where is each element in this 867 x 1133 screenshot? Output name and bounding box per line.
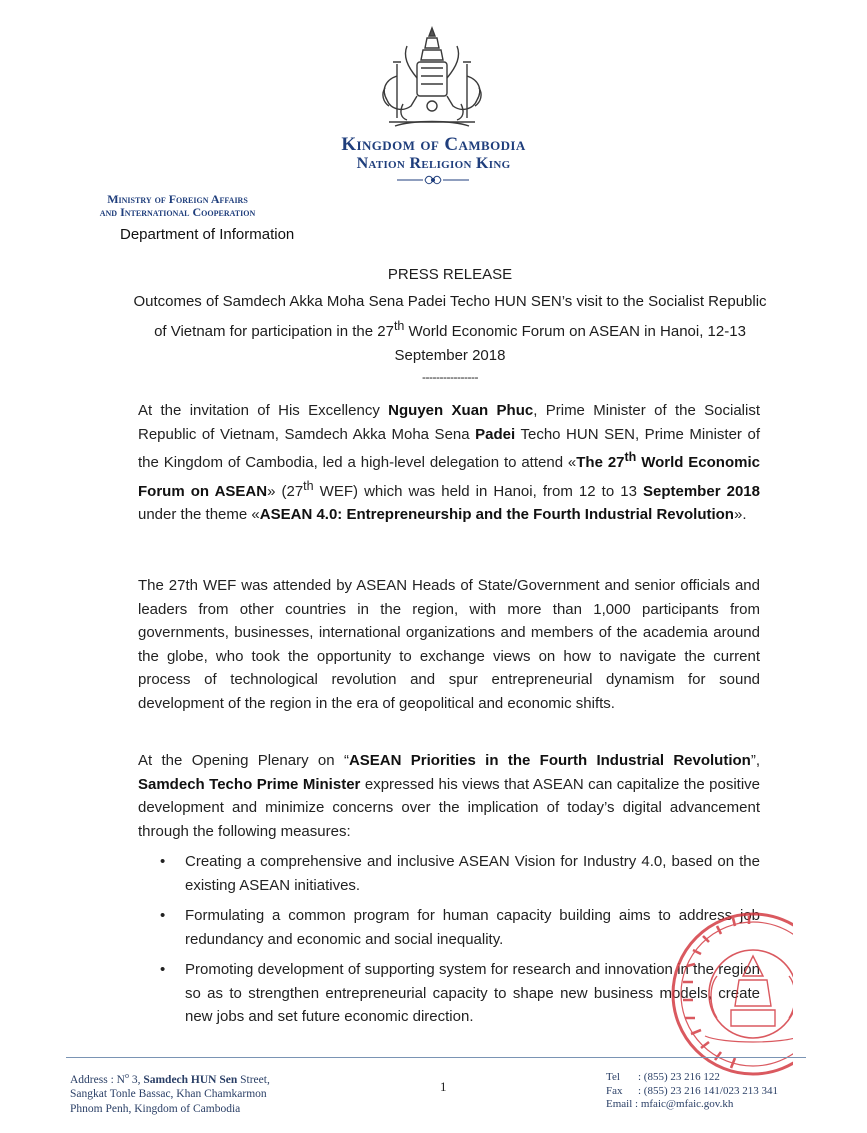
para1-text: ». (733, 506, 747, 523)
fax-label: Fax (606, 1084, 623, 1097)
para3-text: ”, (750, 752, 760, 769)
bullet-icon: • (160, 907, 166, 924)
page-number: 1 (440, 1079, 447, 1094)
para1-text: under the theme « (138, 506, 260, 523)
title-separator: ---------------- (422, 370, 478, 384)
subtitle-part-b: World Economic Forum on ASEAN in Hanoi, 12-13 September 2018 (394, 323, 746, 364)
para3-text: At the Opening Plenary on “ (138, 752, 349, 769)
para1-bold: Nguyen Xuan Phuc (388, 402, 534, 419)
ministry-name (70, 193, 285, 219)
para3-text: expressed his views that ASEAN can capitalize the positive development and minimize concerns over the implication of today’s digital advancement through the following measures: (138, 775, 760, 840)
subtitle-superscript: th (393, 319, 405, 333)
tel-value: : (855) 23 216 122 (638, 1071, 720, 1083)
list-item (160, 850, 760, 897)
para1-text: , Prime Minister of the Socialist Republic of Vietnam, Samdech Akka Moha Sena (138, 402, 761, 443)
para1-text: At the invitation of His Excellency (138, 402, 389, 419)
footer-contact (606, 1071, 778, 1112)
address-street-suffix: Street, (237, 1073, 270, 1086)
footer-address (70, 1069, 270, 1116)
para1-bold: The 27 (576, 454, 625, 471)
subtitle-part-a: Outcomes of Samdech Akka Moha Sena Padei Techo HUN SEN’s visit to the Socialist Republic of Vietnam for participation in the 27 (133, 293, 767, 340)
para1-bold: September 2018 (643, 482, 760, 500)
ministry-line-1: Ministry of Foreign Affairs (107, 192, 248, 206)
list-item-text: Formulating a common program for human capacity building aims to address job redundancy and economic and social inequality. (185, 907, 760, 948)
fax-value: : (855) 23 216 141/023 213 341 (638, 1084, 778, 1097)
email-label: Email (606, 1098, 633, 1110)
official-seal-icon (643, 906, 793, 1092)
para1-superscript: th (624, 450, 637, 464)
address-line-2: Sangkat Tonle Bassac, Khan Chamkarmon (70, 1088, 267, 1101)
national-motto: Nation Religion King (356, 155, 511, 172)
address-superscript: o (124, 1071, 129, 1080)
paragraph-opening-plenary (138, 749, 760, 843)
press-release-subtitle (130, 290, 770, 368)
department-name: Department of Information (120, 226, 295, 243)
address-number: 3, (128, 1073, 144, 1086)
para1-text: WEF) which was held in Hanoi, from 12 to 13 (313, 482, 643, 500)
ministry-line-2: and International Cooperation (99, 205, 256, 219)
address-line-1 (70, 1069, 270, 1087)
fax-line (606, 1085, 778, 1099)
para1-bold: ASEAN 4.0: Entrepreneurship and the Fourth Industrial Revolution (259, 506, 734, 523)
press-release-title: PRESS RELEASE (387, 266, 513, 283)
email-line (606, 1098, 778, 1112)
list-item-text: Promoting development of supporting system for research and innovation in the region so as to strengthen entrepreneurial capacity to shape new business models, create new jobs and set future economic direction. (185, 961, 760, 1025)
para3-bold: ASEAN Priorities in the Fourth Industrial Revolution (348, 752, 751, 769)
para1-text: Techo HUN SEN, Prime Minister of the Kingdom of Cambodia, led a high-level delegation to attend « (138, 425, 760, 471)
bullet-icon: • (160, 853, 166, 870)
para1-text: » (27 (267, 482, 304, 500)
list-item-text: Creating a comprehensive and inclusive ASEAN Vision for Industry 4.0, based on the existing ASEAN initiatives. (185, 853, 760, 894)
address-street: Samdech HUN Sen (143, 1073, 238, 1086)
para1-bold: Padei (475, 425, 516, 443)
paragraph-invitation (138, 399, 760, 527)
footer-divider (66, 1057, 806, 1058)
decorative-divider-icon (395, 174, 471, 186)
para1-bold: World Economic Forum on ASEAN (138, 454, 760, 500)
email-value: : mfaic@mfaic.gov.kh (635, 1098, 734, 1110)
royal-arms-emblem-icon (373, 26, 491, 130)
address-prefix: Address : N (70, 1073, 125, 1086)
para3-bold: Samdech Techo Prime Minister (138, 775, 361, 793)
paragraph-attendance: The 27th WEF was attended by ASEAN Heads of State/Government and senior officials and leaders from other countries in the region, with more than 1,000 participants from governments, businesses, international organizations and members of the academia around the globe, who took the opportunity to exchange views on how to navigate the current process of technological revolution and spur entrepreneurial dynamism for sound development of the region in the era of geopolitical and economic shifts. (138, 577, 760, 712)
tel-label: Tel (606, 1071, 620, 1083)
tel-line (606, 1071, 778, 1085)
address-line-3: Phnom Penh, Kingdom of Cambodia (70, 1102, 241, 1115)
kingdom-title: Kingdom of Cambodia (341, 134, 526, 155)
bullet-icon: • (160, 961, 166, 978)
para1-superscript: th (303, 478, 314, 493)
